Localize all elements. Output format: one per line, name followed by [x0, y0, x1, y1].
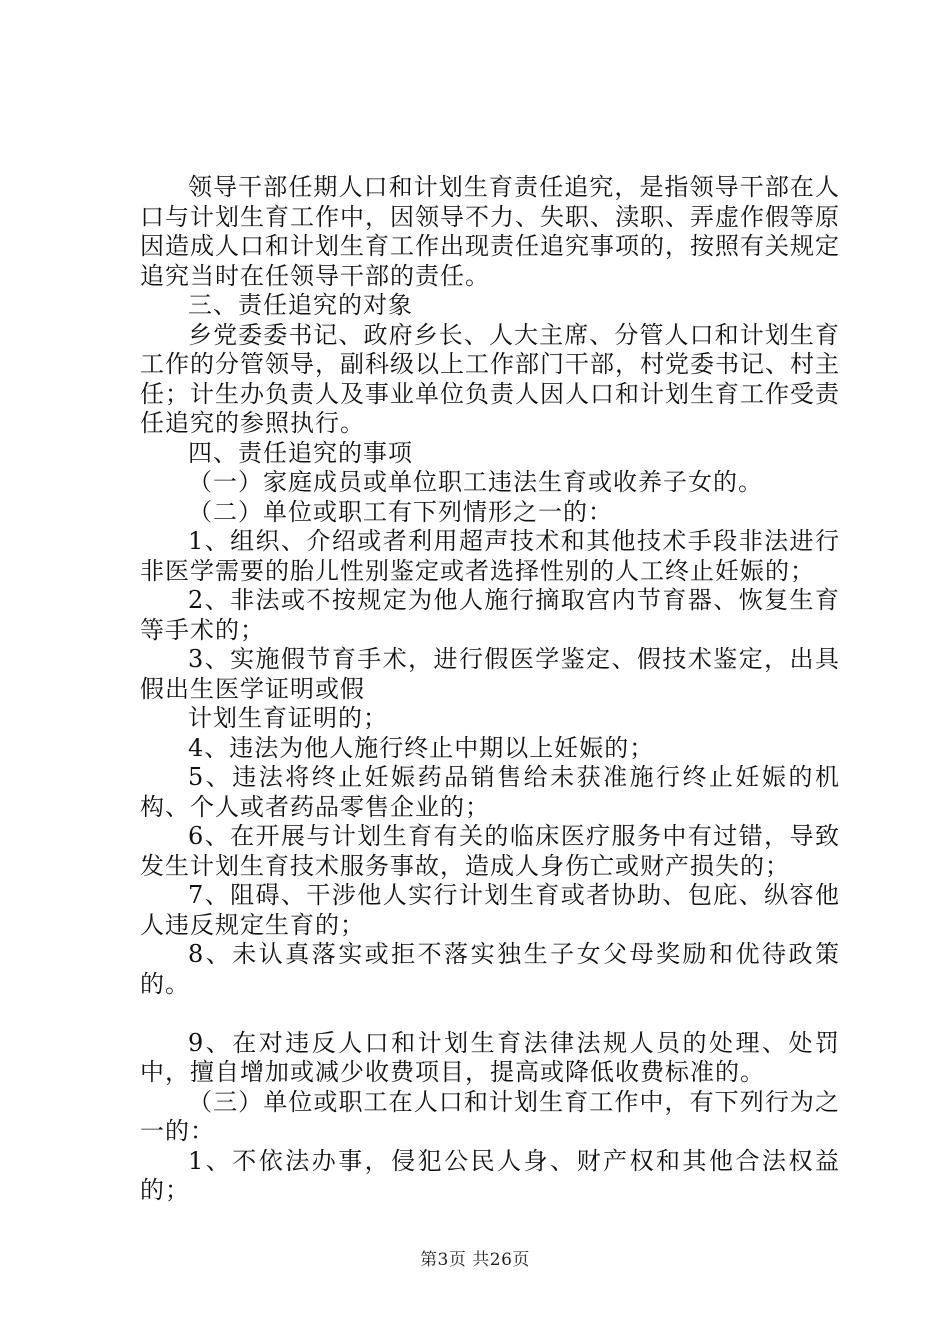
page-footer	[0, 1245, 950, 1270]
list-item: 1、不依法办事，侵犯公民人身、财产权和其他合法权益的；	[140, 1146, 840, 1204]
section-heading-matters: 四、责任追究的事项	[188, 438, 413, 467]
list-item: 8、未认真落实或拒不落实独生子女父母奖励和优待政策的。	[140, 940, 840, 998]
list-item: 6、在开展与计划生育有关的临床医疗服务中有过错，导致发生计划生育技术服务事故，造成人身伤亡或财产损失的；	[140, 822, 840, 880]
list-item: （三）单位或职工在人口和计划生育工作中，有下列行为之一的：	[140, 1087, 840, 1145]
list-item: 9、在对违反人口和计划生育法律法规人员的处理、处罚中，擅自增加或减少收费项目，提高或降低收费标准的。	[140, 1028, 840, 1086]
page-number-indicator: 第3页 共26页	[420, 1250, 530, 1270]
list-item: 2、非法或不按规定为他人施行摘取宫内节育器、恢复生育等手术的；	[140, 586, 840, 644]
list-item: 7、阻碍、干涉他人实行计划生育或者协助、包庇、纵容他人违反规定生育的；	[140, 881, 840, 939]
list-item-continuation: 计划生育证明的；	[188, 704, 388, 732]
document-body	[140, 173, 840, 1206]
list-item: 3、实施假节育手术，进行假医学鉴定、假技术鉴定，出具假出生医学证明或假	[140, 645, 840, 703]
list-item: （一）家庭成员或单位职工违法生育或收养子女的。	[188, 468, 763, 496]
paragraph-definition: 领导干部任期人口和计划生育责任追究，是指领导干部在人口与计划生育工作中，因领导不力、失职、渎职、弄虚作假等原因造成人口和计划生育工作出现责任追究事项的，按照有关规定追究当时在任领导干部的责任。	[140, 173, 840, 290]
list-item: 4、违法为他人施行终止中期以上妊娠的；	[188, 733, 655, 762]
paragraph-targets: 乡党委委书记、政府乡长、人大主席、分管人口和计划生育工作的分管领导，副科级以上工作部门干部，村党委书记、村主任；计生办负责人及事业单位负责人因人口和计划生育工作受责任追究的参照执行。	[140, 320, 840, 437]
list-item: （二）单位或职工有下列情形之一的：	[188, 497, 613, 526]
section-heading-targets: 三、责任追究的对象	[188, 291, 413, 319]
list-item: 5、违法将终止妊娠药品销售给未获准施行终止妊娠的机构、个人或者药品零售企业的；	[140, 763, 840, 821]
list-item: 1、组织、介绍或者利用超声技术和其他技术手段非法进行非医学需要的胎儿性别鉴定或者选择性别的人工终止妊娠的；	[140, 527, 840, 585]
